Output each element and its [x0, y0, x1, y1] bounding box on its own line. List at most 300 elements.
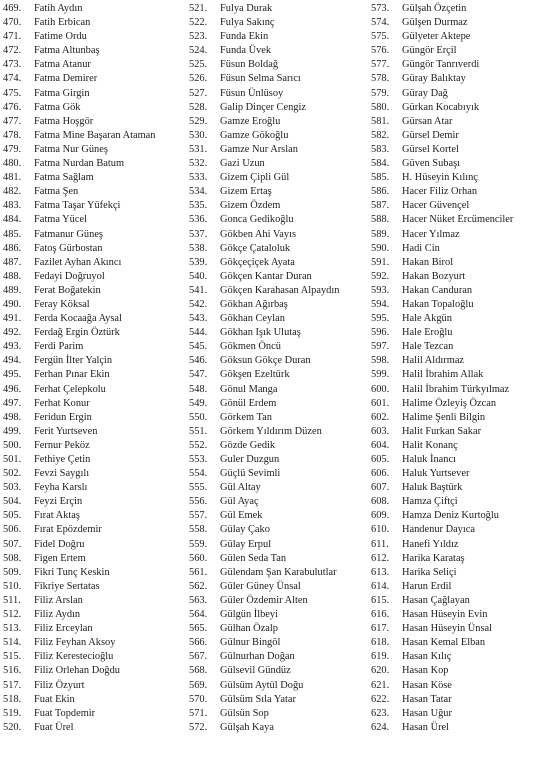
item-number: 485.: [3, 228, 22, 240]
item-number: 496.: [3, 383, 22, 395]
item-number: 520.: [3, 721, 22, 733]
list-item: [189, 679, 369, 693]
item-number: 526.: [189, 73, 208, 85]
person-name: Filiz Feyhan Aksoy: [34, 637, 116, 649]
person-name: Hamza Deniz Kurtoğlu: [402, 510, 499, 522]
list-item: [189, 340, 369, 354]
person-name: Fuat Ekin: [34, 693, 75, 705]
person-name: Gülsüm Sıla Yatar: [220, 693, 296, 705]
person-name: Funda Ekin: [220, 31, 269, 43]
person-name: Fatma Atanur: [34, 59, 91, 71]
list-item: [3, 594, 183, 608]
person-name: Güray Balıktay: [402, 73, 466, 85]
list-item: [3, 228, 183, 242]
item-number: 525.: [189, 59, 208, 71]
person-name: Ferhat Konur: [34, 397, 90, 409]
person-name: Güray Dağ: [402, 87, 448, 99]
list-item: [189, 72, 369, 86]
item-number: 489.: [3, 284, 22, 296]
person-name: Gökşen Ezeltürk: [220, 369, 290, 381]
person-name: Ferdi Parim: [34, 341, 84, 353]
list-item: [189, 538, 369, 552]
list-item: [3, 425, 183, 439]
item-number: 546.: [189, 355, 208, 367]
item-number: 564.: [189, 609, 208, 621]
person-name: Fuat Ürel: [34, 721, 74, 733]
list-item: [371, 523, 553, 537]
list-item: [189, 16, 369, 30]
person-name: Hanefi Yıldız: [402, 538, 459, 550]
item-number: 504.: [3, 496, 22, 508]
list-item: [3, 397, 183, 411]
list-item: [371, 16, 553, 30]
item-number: 562.: [189, 580, 208, 592]
item-number: 593.: [371, 284, 390, 296]
person-name: Hasan Kemal Elban: [402, 637, 486, 649]
list-item: [371, 397, 553, 411]
person-name: Güler Güney Ünsal: [220, 580, 301, 592]
person-name: Gülyeter Aktepe: [402, 31, 471, 43]
person-name: Harika Seliçi: [402, 566, 457, 578]
list-item: [3, 312, 183, 326]
person-name: Gülen Seda Tan: [220, 552, 287, 564]
person-name: H. Hüseyin Kılınç: [402, 172, 478, 184]
item-number: 494.: [3, 355, 22, 367]
item-number: 598.: [371, 355, 390, 367]
person-name: Ferdağ Ergin Öztürk: [34, 327, 120, 339]
item-number: 545.: [189, 341, 208, 353]
person-name: Filiz Özyurt: [34, 679, 85, 691]
person-name: Halit Furkan Sakar: [402, 425, 482, 437]
person-name: Handenur Dayıca: [402, 524, 475, 536]
item-number: 521.: [189, 3, 208, 14]
person-name: Figen Ertem: [34, 552, 86, 564]
item-number: 614.: [371, 580, 390, 592]
list-item: [189, 284, 369, 298]
list-item: [371, 693, 553, 707]
person-name: Gülgün İlbeyi: [220, 609, 279, 621]
list-item: [189, 326, 369, 340]
item-number: 487.: [3, 256, 22, 268]
person-name: Feray Köksal: [34, 298, 90, 310]
person-name: Hasan Kılıç: [402, 651, 452, 663]
item-number: 595.: [371, 313, 390, 325]
list-item: [3, 622, 183, 636]
list-item: [3, 467, 183, 481]
item-number: 592.: [371, 270, 390, 282]
item-number: 589.: [371, 228, 390, 240]
person-name: Gökhan Ağırbaş: [220, 298, 288, 310]
list-item: [371, 213, 553, 227]
person-name: Fatoş Gürbostan: [34, 242, 103, 254]
person-name: Funda Üvek: [220, 45, 272, 57]
person-name: Halil İbrahim Allak: [402, 369, 484, 381]
list-item: [189, 101, 369, 115]
list-item: [3, 636, 183, 650]
item-number: 492.: [3, 327, 22, 339]
person-name: Gürsel Kortel: [402, 143, 459, 155]
list-item: [3, 16, 183, 30]
item-number: 511.: [3, 594, 21, 606]
person-name: Güven Subaşı: [402, 158, 461, 170]
item-number: 610.: [371, 524, 390, 536]
item-number: 609.: [371, 510, 390, 522]
person-name: Feyha Karslı: [34, 482, 88, 494]
list-item: [3, 72, 183, 86]
person-name: Hale Eroğlu: [402, 327, 453, 339]
item-number: 572.: [189, 721, 208, 733]
list-item: [189, 228, 369, 242]
item-number: 479.: [3, 143, 22, 155]
person-name: Gözde Gedik: [220, 439, 276, 451]
item-number: 586.: [371, 186, 390, 198]
list-item: [189, 87, 369, 101]
item-number: 533.: [189, 172, 208, 184]
item-number: 541.: [189, 284, 208, 296]
list-item: [3, 481, 183, 495]
item-number: 477.: [3, 115, 22, 127]
item-number: 530.: [189, 129, 208, 141]
list-item: [371, 439, 553, 453]
list-item: [3, 298, 183, 312]
person-name: Filiz Arslan: [34, 594, 83, 606]
item-number: 495.: [3, 369, 22, 381]
item-number: 574.: [371, 17, 390, 29]
person-name: Füsun Selma Sarıcı: [220, 73, 301, 85]
list-item: [189, 566, 369, 580]
list-item: [371, 679, 553, 693]
item-number: 559.: [189, 538, 208, 550]
person-name: Fatime Ordu: [34, 31, 87, 43]
item-number: 555.: [189, 482, 208, 494]
list-item: [371, 30, 553, 44]
list-item: [371, 664, 553, 678]
list-item: [3, 242, 183, 256]
person-name: Fethiye Çetin: [34, 454, 91, 465]
item-number: 488.: [3, 270, 22, 282]
list-item: [371, 256, 553, 270]
item-number: 608.: [371, 496, 390, 508]
item-number: 500.: [3, 439, 22, 451]
item-number: 472.: [3, 45, 22, 57]
item-number: 506.: [3, 524, 22, 536]
person-name: Gizem Ertaş: [220, 186, 272, 198]
item-number: 491.: [3, 313, 22, 325]
item-number: 571.: [189, 707, 208, 719]
person-name: Gülhan Özalp: [220, 623, 278, 635]
list-item: [3, 608, 183, 622]
person-name: Halil İbrahim Türkyılmaz: [402, 383, 510, 395]
list-item: [3, 453, 183, 467]
list-item: [189, 171, 369, 185]
item-number: 550.: [189, 411, 208, 423]
list-item: [371, 298, 553, 312]
list-item: [189, 693, 369, 707]
item-number: 622.: [371, 693, 390, 705]
person-name: Fırat Aktaş: [34, 510, 80, 522]
item-number: 554.: [189, 468, 208, 480]
person-name: Hakan Topaloğlu: [402, 298, 474, 310]
list-item: [189, 552, 369, 566]
person-name: Gülsüm Aytül Doğu: [220, 679, 304, 691]
list-item: [371, 495, 553, 509]
list-item: [371, 129, 553, 143]
item-number: 515.: [3, 651, 22, 663]
item-number: 623.: [371, 707, 390, 719]
person-name: Fatma Hoşgör: [34, 115, 94, 127]
list-item: [3, 213, 183, 227]
item-number: 505.: [3, 510, 22, 522]
list-item: [371, 580, 553, 594]
person-name: Göksun Gökçe Duran: [220, 355, 311, 367]
list-item: [371, 58, 553, 72]
item-number: 597.: [371, 341, 390, 353]
item-number: 580.: [371, 101, 390, 113]
person-name: Gamze Eroğlu: [220, 115, 281, 127]
person-name: Fatma Altunbaş: [34, 45, 100, 57]
item-number: 582.: [371, 129, 390, 141]
person-name: Fatma Nur Güneş: [34, 143, 108, 155]
person-name: Gürkan Kocabıyık: [402, 101, 480, 113]
list-item: [189, 256, 369, 270]
item-number: 484.: [3, 214, 22, 226]
item-number: 539.: [189, 256, 208, 268]
person-name: Gülsevil Gündüz: [220, 665, 291, 677]
item-number: 605.: [371, 454, 390, 465]
person-name: Fuat Topdemir: [34, 707, 96, 719]
list-item: [189, 481, 369, 495]
item-number: 551.: [189, 425, 208, 437]
item-number: 581.: [371, 115, 390, 127]
item-number: 482.: [3, 186, 22, 198]
person-name: Fatma Mine Başaran Ataman: [34, 129, 156, 141]
item-number: 517.: [3, 679, 22, 691]
item-number: 524.: [189, 45, 208, 57]
item-number: 575.: [371, 31, 390, 43]
person-name: Halime Şenli Bilgin: [402, 411, 486, 423]
list-item: [3, 439, 183, 453]
list-item: [371, 199, 553, 213]
list-item: [189, 411, 369, 425]
item-number: 540.: [189, 270, 208, 282]
list-item: [371, 608, 553, 622]
item-number: 537.: [189, 228, 208, 240]
person-name: Hakan Bozyurt: [402, 270, 466, 282]
list-item: [371, 312, 553, 326]
list-item: [371, 383, 553, 397]
person-name: Fikri Tunç Keskin: [34, 566, 110, 578]
item-number: 547.: [189, 369, 208, 381]
person-name: Gülnurhan Doğan: [220, 651, 295, 663]
person-name: Hacer Güvençel: [402, 200, 470, 212]
item-number: 553.: [189, 454, 208, 465]
item-number: 508.: [3, 552, 22, 564]
person-name: Gürsel Demir: [402, 129, 459, 141]
item-number: 493.: [3, 341, 22, 353]
item-number: 615.: [371, 594, 390, 606]
item-number: 600.: [371, 383, 390, 395]
item-number: 514.: [3, 637, 22, 649]
item-number: 538.: [189, 242, 208, 254]
list-item: [3, 383, 183, 397]
item-number: 557.: [189, 510, 208, 522]
list-item: [371, 481, 553, 495]
item-number: 536.: [189, 214, 208, 226]
list-item: [189, 453, 369, 467]
person-name: Fulya Sakınç: [220, 17, 275, 29]
person-name: Fergün İlter Yalçin: [34, 355, 113, 367]
list-item: [189, 185, 369, 199]
item-number: 502.: [3, 468, 22, 480]
list-item: [371, 171, 553, 185]
item-number: 523.: [189, 31, 208, 43]
item-number: 590.: [371, 242, 390, 254]
list-item: [371, 425, 553, 439]
list-item: [189, 707, 369, 721]
item-number: 483.: [3, 200, 22, 212]
person-name: Güler Özdemir Alten: [220, 594, 308, 606]
person-name: Haluk İnancı: [402, 454, 456, 465]
item-number: 585.: [371, 172, 390, 184]
list-item: [189, 242, 369, 256]
item-number: 544.: [189, 327, 208, 339]
person-name: Gül Altay: [220, 482, 261, 494]
list-item: [3, 580, 183, 594]
person-name: Hacer Filiz Orhan: [402, 186, 478, 198]
list-item: [189, 298, 369, 312]
person-name: Hadi Cin: [402, 242, 440, 254]
list-item: [3, 171, 183, 185]
list-item: [3, 707, 183, 721]
list-item: [189, 44, 369, 58]
list-item: [189, 2, 369, 16]
person-name: Ferit Yurtseven: [34, 425, 98, 437]
item-number: 507.: [3, 538, 22, 550]
item-number: 573.: [371, 3, 390, 14]
person-name: Harika Karataş: [402, 552, 465, 564]
list-item: [371, 284, 553, 298]
name-column-2: [189, 2, 369, 735]
item-number: 565.: [189, 623, 208, 635]
person-name: Fatma Nurdan Batum: [34, 158, 125, 170]
item-number: 478.: [3, 129, 22, 141]
list-item: [371, 354, 553, 368]
item-number: 619.: [371, 651, 390, 663]
person-name: Fatma Sağlam: [34, 172, 94, 184]
person-name: Harun Erdil: [402, 580, 452, 592]
item-number: 516.: [3, 665, 22, 677]
item-number: 480.: [3, 158, 22, 170]
person-name: Hasan Ürel: [402, 721, 450, 733]
list-item: [371, 566, 553, 580]
item-number: 566.: [189, 637, 208, 649]
person-name: Gazi Uzun: [220, 158, 265, 170]
item-number: 490.: [3, 298, 22, 310]
list-item: [371, 72, 553, 86]
list-item: [189, 354, 369, 368]
person-name: Fikriye Sertatas: [34, 580, 100, 592]
person-name: Filiz Erceylan: [34, 623, 93, 635]
item-number: 607.: [371, 482, 390, 494]
item-number: 535.: [189, 200, 208, 212]
list-item: [371, 242, 553, 256]
person-name: Gökhan Ceylan: [220, 313, 285, 325]
person-name: Fedayi Doğruyol: [34, 270, 105, 282]
person-name: Fatmanur Güneş: [34, 228, 103, 240]
list-item: [371, 185, 553, 199]
list-item: [189, 270, 369, 284]
list-item: [189, 622, 369, 636]
person-name: Halil Aldırmaz: [402, 355, 465, 367]
item-number: 512.: [3, 609, 22, 621]
list-item: [189, 368, 369, 382]
person-name: Gizem Özdem: [220, 200, 281, 212]
item-number: 578.: [371, 73, 390, 85]
person-name: Gülşah Özçetin: [402, 3, 467, 14]
person-name: Ferhat Çelepkolu: [34, 383, 106, 395]
person-name: Güngör Erçil: [402, 45, 457, 57]
item-number: 486.: [3, 242, 22, 254]
item-number: 473.: [3, 59, 22, 71]
item-number: 498.: [3, 411, 22, 423]
item-number: 510.: [3, 580, 22, 592]
list-item: [3, 679, 183, 693]
list-item: [189, 425, 369, 439]
list-item: [3, 44, 183, 58]
person-name: Halit Konanç: [402, 439, 458, 451]
list-item: [3, 270, 183, 284]
item-number: 548.: [189, 383, 208, 395]
person-name: Hamza Çiftçi: [402, 496, 458, 508]
list-item: [189, 664, 369, 678]
list-item: [3, 354, 183, 368]
person-name: Fazilet Ayhan Akıncı: [34, 256, 122, 268]
list-item: [189, 143, 369, 157]
item-number: 594.: [371, 298, 390, 310]
person-name: Gönül Erdem: [220, 397, 277, 409]
person-name: Gül Emek: [220, 510, 263, 522]
list-item: [189, 509, 369, 523]
person-name: Gülnur Bingöl: [220, 637, 281, 649]
list-item: [189, 383, 369, 397]
person-name: Gökçen Karahasan Alpaydın: [220, 284, 340, 296]
person-name: Gizem Çipli Gül: [220, 172, 290, 184]
item-number: 561.: [189, 566, 208, 578]
list-item: [371, 101, 553, 115]
person-name: Füsun Boldağ: [220, 59, 279, 71]
person-name: Hakan Birol: [402, 256, 454, 268]
person-name: Hale Tezcan: [402, 341, 454, 353]
list-item: [3, 552, 183, 566]
person-name: Feridun Ergin: [34, 411, 92, 423]
list-item: [3, 256, 183, 270]
list-item: [189, 157, 369, 171]
item-number: 542.: [189, 298, 208, 310]
list-item: [371, 2, 553, 16]
list-item: [3, 284, 183, 298]
list-item: [189, 58, 369, 72]
person-name: Hasan Kop: [402, 665, 449, 677]
list-item: [371, 340, 553, 354]
list-item: [189, 721, 369, 735]
list-item: [371, 622, 553, 636]
person-name: Hale Akgün: [402, 313, 452, 325]
person-name: Hakan Canduran: [402, 284, 473, 296]
list-item: [3, 495, 183, 509]
person-name: Hacer Nüket Ercümenciler: [402, 214, 514, 226]
person-name: Galip Dinçer Cengiz: [220, 101, 306, 113]
list-item: [371, 467, 553, 481]
